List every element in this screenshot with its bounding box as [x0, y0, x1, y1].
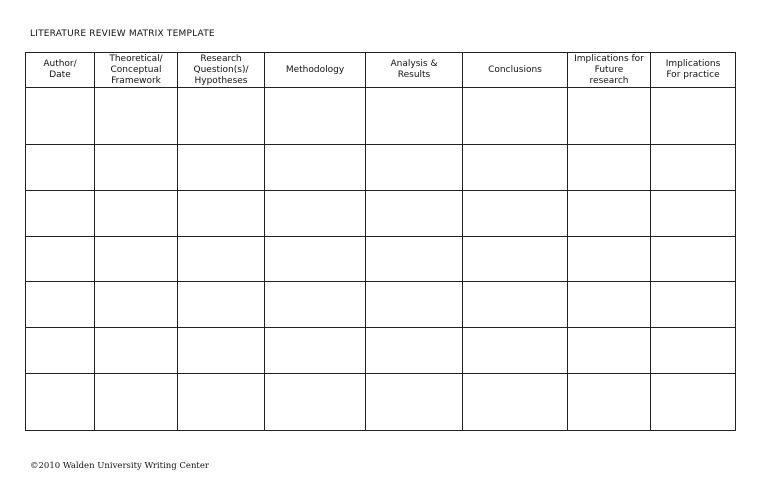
header-theoretical-framework: Theoretical/ Conceptual Framework: [95, 53, 178, 88]
cell-implications-practice[interactable]: [651, 145, 736, 191]
cell-implications-practice[interactable]: [651, 88, 736, 145]
cell-analysis-results[interactable]: [366, 237, 463, 282]
cell-methodology[interactable]: [265, 88, 366, 145]
cell-implications-practice[interactable]: [651, 282, 736, 328]
cell-theoretical-framework[interactable]: [95, 145, 178, 191]
cell-analysis-results[interactable]: [366, 328, 463, 374]
cell-theoretical-framework[interactable]: [95, 88, 178, 145]
cell-methodology[interactable]: [265, 191, 366, 237]
cell-research-questions[interactable]: [178, 88, 265, 145]
table-row: [26, 328, 736, 374]
cell-research-questions[interactable]: [178, 145, 265, 191]
header-conclusions: Conclusions: [463, 53, 568, 88]
table-row: [26, 282, 736, 328]
cell-conclusions[interactable]: [463, 88, 568, 145]
literature-review-matrix: [25, 52, 736, 431]
cell-author-date[interactable]: [26, 282, 95, 328]
header-row: [26, 53, 736, 88]
cell-implications-practice[interactable]: [651, 191, 736, 237]
cell-conclusions[interactable]: [463, 328, 568, 374]
cell-theoretical-framework[interactable]: [95, 328, 178, 374]
header-implications-future-research: Implications for Future research: [568, 53, 651, 88]
table-row: [26, 145, 736, 191]
cell-analysis-results[interactable]: [366, 145, 463, 191]
cell-research-questions[interactable]: [178, 237, 265, 282]
cell-author-date[interactable]: [26, 145, 95, 191]
cell-author-date[interactable]: [26, 374, 95, 431]
cell-conclusions[interactable]: [463, 191, 568, 237]
copyright-footer: ©2010 Walden University Writing Center: [30, 461, 209, 471]
cell-research-questions[interactable]: [178, 328, 265, 374]
header-research-questions: Research Question(s)/ Hypotheses: [178, 53, 265, 88]
cell-research-questions[interactable]: [178, 374, 265, 431]
cell-implications-future-research[interactable]: [568, 282, 651, 328]
cell-author-date[interactable]: [26, 191, 95, 237]
cell-analysis-results[interactable]: [366, 88, 463, 145]
cell-conclusions[interactable]: [463, 237, 568, 282]
table-row: [26, 237, 736, 282]
cell-implications-practice[interactable]: [651, 374, 736, 431]
cell-theoretical-framework[interactable]: [95, 282, 178, 328]
header-author-date: Author/ Date: [26, 53, 95, 88]
cell-analysis-results[interactable]: [366, 374, 463, 431]
cell-implications-future-research[interactable]: [568, 191, 651, 237]
matrix-body: [26, 88, 736, 431]
cell-theoretical-framework[interactable]: [95, 374, 178, 431]
cell-methodology[interactable]: [265, 328, 366, 374]
cell-implications-future-research[interactable]: [568, 88, 651, 145]
cell-implications-future-research[interactable]: [568, 328, 651, 374]
cell-research-questions[interactable]: [178, 282, 265, 328]
document-title: LITERATURE REVIEW MATRIX TEMPLATE: [30, 29, 215, 39]
header-analysis-results: Analysis & Results: [366, 53, 463, 88]
cell-analysis-results[interactable]: [366, 191, 463, 237]
cell-analysis-results[interactable]: [366, 282, 463, 328]
cell-implications-practice[interactable]: [651, 328, 736, 374]
cell-conclusions[interactable]: [463, 374, 568, 431]
cell-implications-future-research[interactable]: [568, 374, 651, 431]
cell-methodology[interactable]: [265, 282, 366, 328]
cell-author-date[interactable]: [26, 88, 95, 145]
cell-conclusions[interactable]: [463, 145, 568, 191]
header-methodology: Methodology: [265, 53, 366, 88]
table-row: [26, 191, 736, 237]
cell-author-date[interactable]: [26, 328, 95, 374]
cell-implications-practice[interactable]: [651, 237, 736, 282]
cell-author-date[interactable]: [26, 237, 95, 282]
cell-methodology[interactable]: [265, 237, 366, 282]
cell-implications-future-research[interactable]: [568, 145, 651, 191]
table-row: [26, 374, 736, 431]
cell-conclusions[interactable]: [463, 282, 568, 328]
cell-methodology[interactable]: [265, 374, 366, 431]
cell-theoretical-framework[interactable]: [95, 237, 178, 282]
header-implications-practice: Implications For practice: [651, 53, 736, 88]
cell-methodology[interactable]: [265, 145, 366, 191]
cell-research-questions[interactable]: [178, 191, 265, 237]
table-row: [26, 88, 736, 145]
cell-theoretical-framework[interactable]: [95, 191, 178, 237]
cell-implications-future-research[interactable]: [568, 237, 651, 282]
